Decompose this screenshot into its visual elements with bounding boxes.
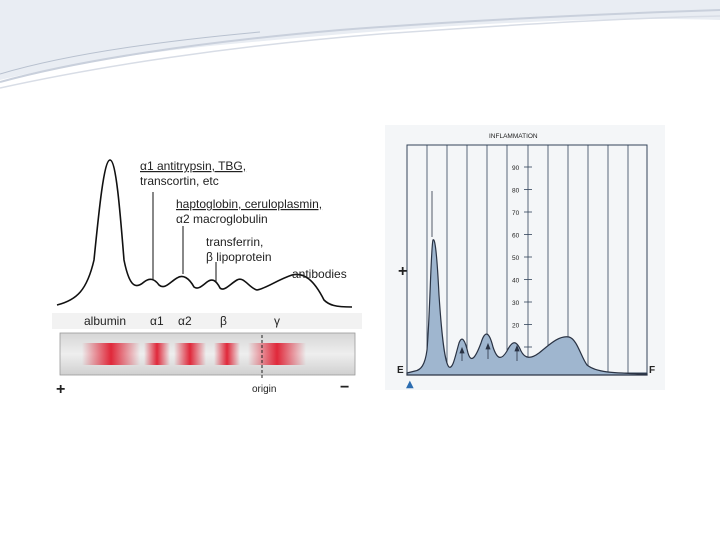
gamma-label: γ — [274, 314, 280, 328]
slide-header-decoration — [0, 0, 720, 110]
alpha2-annotation-line1: haptoglobin, ceruloplasmin, — [176, 197, 323, 211]
gamma-band — [248, 343, 306, 365]
alpha2-annotation-line2: α2 macroglobulin — [176, 212, 268, 226]
inflammation-title: INFLAMMATION — [489, 133, 538, 140]
albumin-label: albumin — [84, 314, 127, 328]
inflammation-pattern-figure — [385, 125, 665, 390]
plus-marker: + — [398, 263, 408, 280]
alpha2-label: α2 — [178, 314, 192, 328]
y-tick-label: 30 — [512, 300, 520, 307]
cathode-minus: − — [340, 379, 350, 396]
y-tick-label: 70 — [512, 210, 520, 217]
y-tick-label: 40 — [512, 277, 520, 285]
beta-label: β — [220, 314, 227, 328]
beta-band — [214, 343, 240, 365]
gamma-annotation: antibodies — [292, 267, 347, 281]
electrophoresis-diagram — [52, 150, 362, 400]
f-label: F — [649, 365, 656, 376]
beta-annotation-line1: transferrin, — [206, 235, 264, 249]
alpha1-annotation-line1: α1 antitrypsin, TBG, — [140, 159, 247, 173]
alpha1-annotation-line2: transcortin, etc — [140, 174, 219, 188]
y-tick-label: 90 — [512, 165, 520, 172]
alpha2-band — [174, 343, 206, 365]
alpha1-band — [144, 343, 170, 365]
e-label: E — [397, 365, 404, 376]
anode-plus: + — [56, 381, 66, 398]
origin-label: origin — [252, 384, 277, 395]
alpha1-label: α1 — [150, 314, 164, 328]
y-tick-label: 50 — [512, 255, 520, 262]
y-tick-label: 20 — [512, 322, 520, 330]
y-tick-label: 80 — [512, 187, 520, 195]
arrow-up-icon: ▲ — [406, 379, 414, 390]
beta-annotation-line2: β lipoprotein — [206, 250, 272, 264]
y-tick-label: 60 — [512, 232, 520, 240]
albumin-band — [82, 343, 140, 365]
